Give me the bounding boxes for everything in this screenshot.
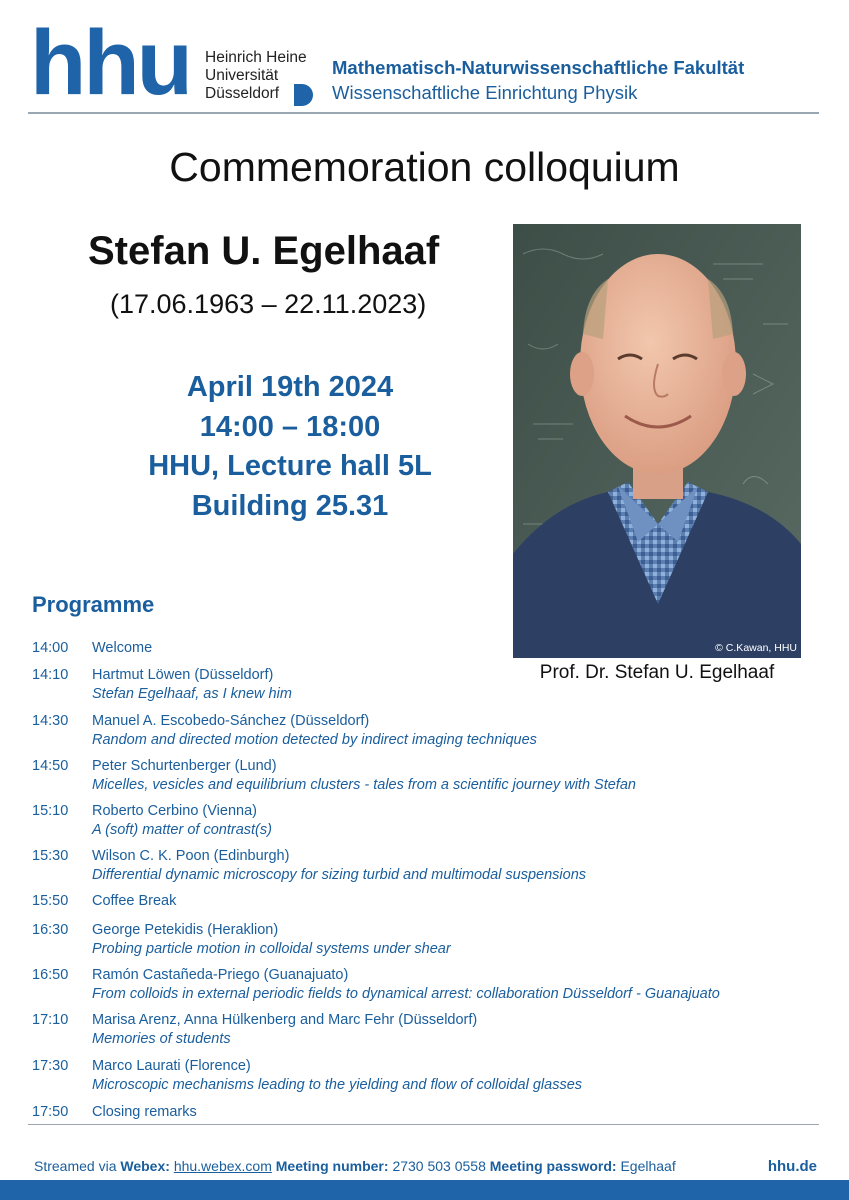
programme-speaker: Closing remarks [92, 1104, 197, 1120]
programme-talk-title: From colloids in external periodic fields to dynamical arrest: collaboration Düsseldorf - Guanajuato [92, 986, 720, 1002]
institute-name: Wissenschaftliche Einrichtung Physik [332, 82, 638, 103]
programme-speaker: Marisa Arenz, Anna Hülkenberg and Marc Fehr (Düsseldorf) [92, 1012, 478, 1028]
programme-talk-title: A (soft) matter of contrast(s) [92, 822, 272, 838]
programme-time: 15:50 [32, 893, 69, 909]
event-building: Building 25.31 [191, 489, 389, 522]
meeting-number: 2730 503 0558 [392, 1158, 486, 1174]
programme-time: 15:10 [32, 803, 69, 819]
portrait-illustration [513, 224, 801, 658]
programme-talk-title: Micelles, vesicles and equilibrium clusters - tales from a scientific journey with Stefan [92, 777, 636, 793]
photo-caption: Prof. Dr. Stefan U. Egelhaaf [539, 662, 775, 683]
stream-info [34, 1158, 676, 1174]
programme-speaker: Welcome [92, 640, 153, 656]
programme-talk-title: Memories of students [92, 1031, 231, 1047]
programme-speaker: Peter Schurtenberger (Lund) [92, 758, 277, 774]
programme-speaker: Marco Laurati (Florence) [92, 1058, 251, 1074]
programme-time: 14:00 [32, 640, 69, 656]
stream-prefix: Streamed via [34, 1158, 117, 1174]
programme-talk-title: Microscopic mechanisms leading to the yielding and flow of colloidal glasses [92, 1077, 583, 1093]
programme-speaker: Hartmut Löwen (Düsseldorf) [92, 667, 274, 683]
header-divider [28, 112, 819, 114]
site-url[interactable]: hhu.de [767, 1158, 817, 1175]
photo-credit: © C.Kawan, HHU [715, 642, 797, 654]
hhu-logo-text: hhu [30, 24, 190, 104]
stream-platform: Webex: [120, 1158, 170, 1174]
programme-talk-title: Random and directed motion detected by indirect imaging techniques [92, 732, 537, 748]
programme-time: 14:30 [32, 713, 69, 729]
programme-time: 17:30 [32, 1058, 69, 1074]
programme-time: 16:50 [32, 967, 69, 983]
event-details [90, 368, 490, 526]
programme-speaker: Coffee Break [92, 893, 177, 909]
programme-speaker: Roberto Cerbino (Vienna) [92, 803, 257, 819]
programme-talk-title: Stefan Egelhaaf, as I knew him [92, 686, 292, 702]
event-date: April 19th 2024 [186, 371, 394, 403]
meeting-number-label: Meeting number: [275, 1158, 389, 1174]
bottom-brand-bar [0, 1180, 849, 1200]
programme-talk-title: Differential dynamic microscopy for sizing turbid and multimodal suspensions [92, 867, 587, 883]
programme-heading: Programme [32, 592, 155, 617]
programme-speaker: Wilson C. K. Poon (Edinburgh) [92, 848, 290, 864]
webex-link[interactable]: hhu.webex.com [173, 1158, 272, 1174]
event-venue: HHU, Lecture hall 5L [148, 450, 432, 482]
portrait-photo [513, 224, 801, 658]
footer-divider [28, 1124, 819, 1125]
life-dates: (17.06.1963 – 22.11.2023) [110, 289, 427, 319]
meeting-password-label: Meeting password: [489, 1158, 617, 1174]
programme-speaker: Ramón Castañeda-Priego (Guanajuato) [92, 967, 349, 983]
programme-speaker: Manuel A. Escobedo-Sánchez (Düsseldorf) [92, 713, 370, 729]
programme-speaker: George Petekidis (Heraklion) [92, 922, 279, 938]
programme-time: 14:10 [32, 667, 69, 683]
person-name: Stefan U. Egelhaaf [88, 229, 440, 273]
logo-d-mark [294, 84, 314, 106]
university-name-line-2: Universität [205, 67, 279, 84]
faculty-name: Mathematisch-Naturwissenschaftliche Fakultät [332, 57, 745, 78]
programme-talk-title: Probing particle motion in colloidal systems under shear [92, 941, 451, 957]
event-time: 14:00 – 18:00 [199, 410, 381, 443]
university-name-line-3: Düsseldorf [205, 85, 280, 102]
programme-time: 16:30 [32, 922, 69, 938]
programme-time: 17:50 [32, 1104, 69, 1120]
hhu-logo [30, 24, 195, 104]
meeting-password: Egelhaaf [620, 1158, 676, 1174]
programme-time: 17:10 [32, 1012, 69, 1028]
faculty-block [332, 55, 744, 105]
university-name [205, 49, 307, 103]
university-name-line-1: Heinrich Heine [205, 49, 307, 66]
programme-time: 15:30 [32, 848, 69, 864]
page-title: Commemoration colloquium [169, 144, 680, 190]
programme-time: 14:50 [32, 758, 69, 774]
